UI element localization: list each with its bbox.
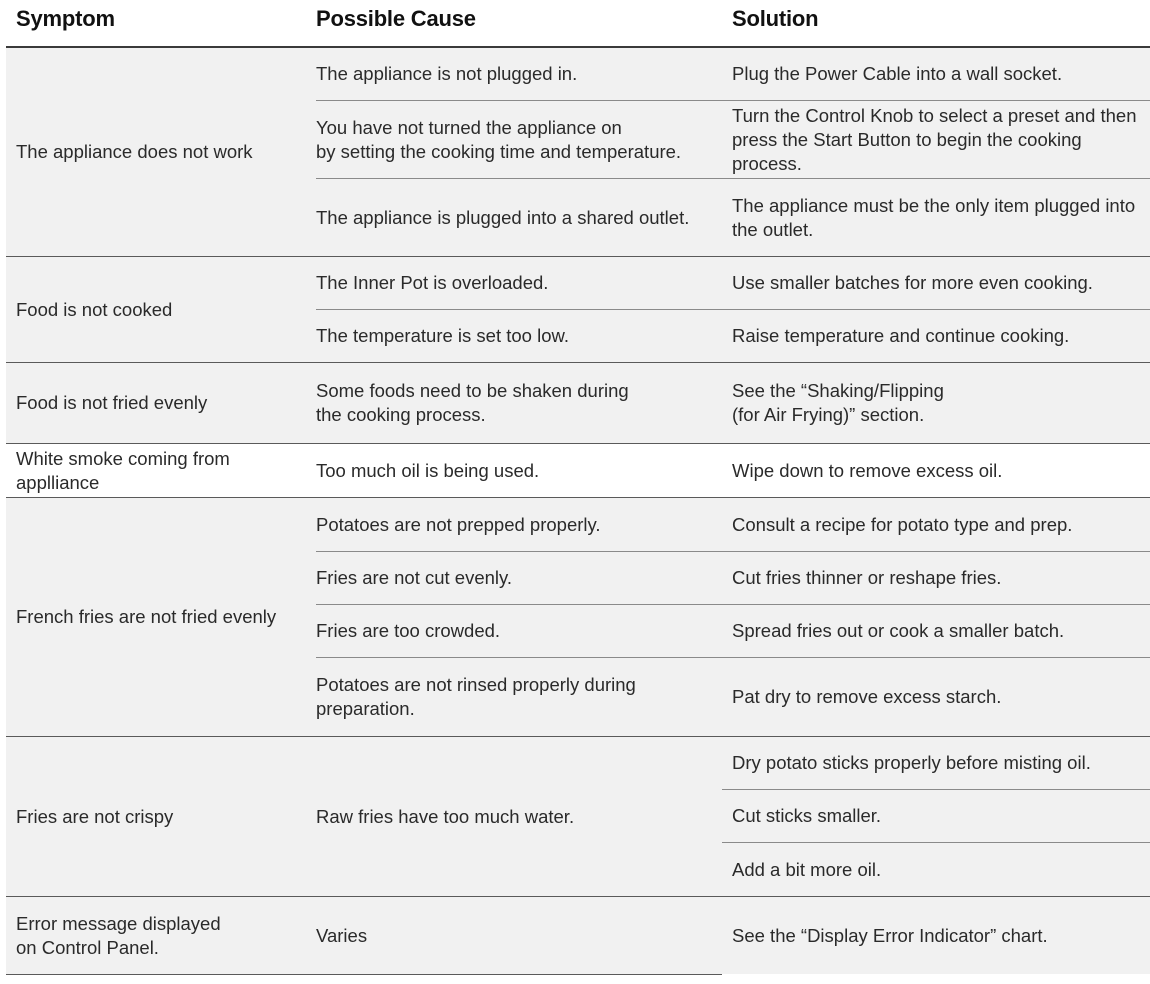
cause-cell: The appliance is not plugged in.: [316, 63, 578, 84]
table-bottom-divider: [6, 974, 722, 975]
solution-cell: Turn the Control Knob to select a preset and then press the Start Button to begin the cooking process.: [732, 104, 1137, 174]
cause-cell: Potatoes are not rinsed properly during preparation.: [316, 674, 636, 719]
symptom-cell: White smoke coming from applliance: [16, 447, 230, 493]
solution-cell: See the “Shaking/Flipping (for Air Frying)” section.: [732, 380, 944, 425]
cause-cell: You have not turned the appliance on by setting the cooking time and temperature.: [316, 116, 682, 162]
solution-cell: Consult a recipe for potato type and prep.: [732, 513, 1073, 535]
solution-cell: Raise temperature and continue cooking.: [732, 325, 1070, 346]
solution-cell: Use smaller batches for more even cooking.: [732, 272, 1093, 293]
symptom-cell: French fries are not fried evenly: [16, 606, 277, 627]
symptom-cell: Food is not fried evenly: [16, 392, 208, 413]
cause-cell: The appliance is plugged into a shared outlet.: [316, 206, 690, 228]
solution-cell: Dry potato sticks properly before misting oil.: [732, 752, 1091, 773]
cause-cell: The temperature is set too low.: [316, 325, 569, 346]
cause-cell: Varies: [316, 924, 368, 946]
cause-cell: The Inner Pot is overloaded.: [316, 272, 549, 293]
header-symptom: Symptom: [16, 6, 115, 31]
cause-cell: Raw fries have too much water.: [316, 805, 575, 827]
solution-cell: Wipe down to remove excess oil.: [732, 459, 1003, 481]
cause-cell: Fries are too crowded.: [316, 620, 501, 641]
header-possible-cause: Possible Cause: [316, 6, 476, 31]
solution-cell: Spread fries out or cook a smaller batch.: [732, 620, 1065, 641]
cause-cell: Fries are not cut evenly.: [316, 567, 513, 588]
solution-cell: Add a bit more oil.: [732, 858, 882, 880]
solution-cell: Cut sticks smaller.: [732, 805, 882, 826]
solution-cell: The appliance must be the only item plugged into the outlet.: [732, 194, 1136, 240]
symptom-cell: The appliance does not work: [16, 141, 253, 162]
solution-cell: Cut fries thinner or reshape fries.: [732, 567, 1002, 588]
header-solution: Solution: [732, 6, 819, 31]
solution-cell: Pat dry to remove excess starch.: [732, 686, 1002, 707]
symptom-cell: Error message displayed on Control Panel.: [16, 912, 221, 958]
symptom-cell: Fries are not crispy: [16, 805, 174, 827]
solution-cell: Plug the Power Cable into a wall socket.: [732, 63, 1063, 84]
cause-cell: Some foods need to be shaken during the cooking process.: [316, 380, 629, 425]
symptom-cell: Food is not cooked: [16, 298, 173, 320]
cause-cell: Potatoes are not prepped properly.: [316, 513, 601, 535]
cause-cell: Too much oil is being used.: [316, 459, 540, 481]
solution-cell: See the “Display Error Indicator” chart.: [732, 924, 1048, 946]
